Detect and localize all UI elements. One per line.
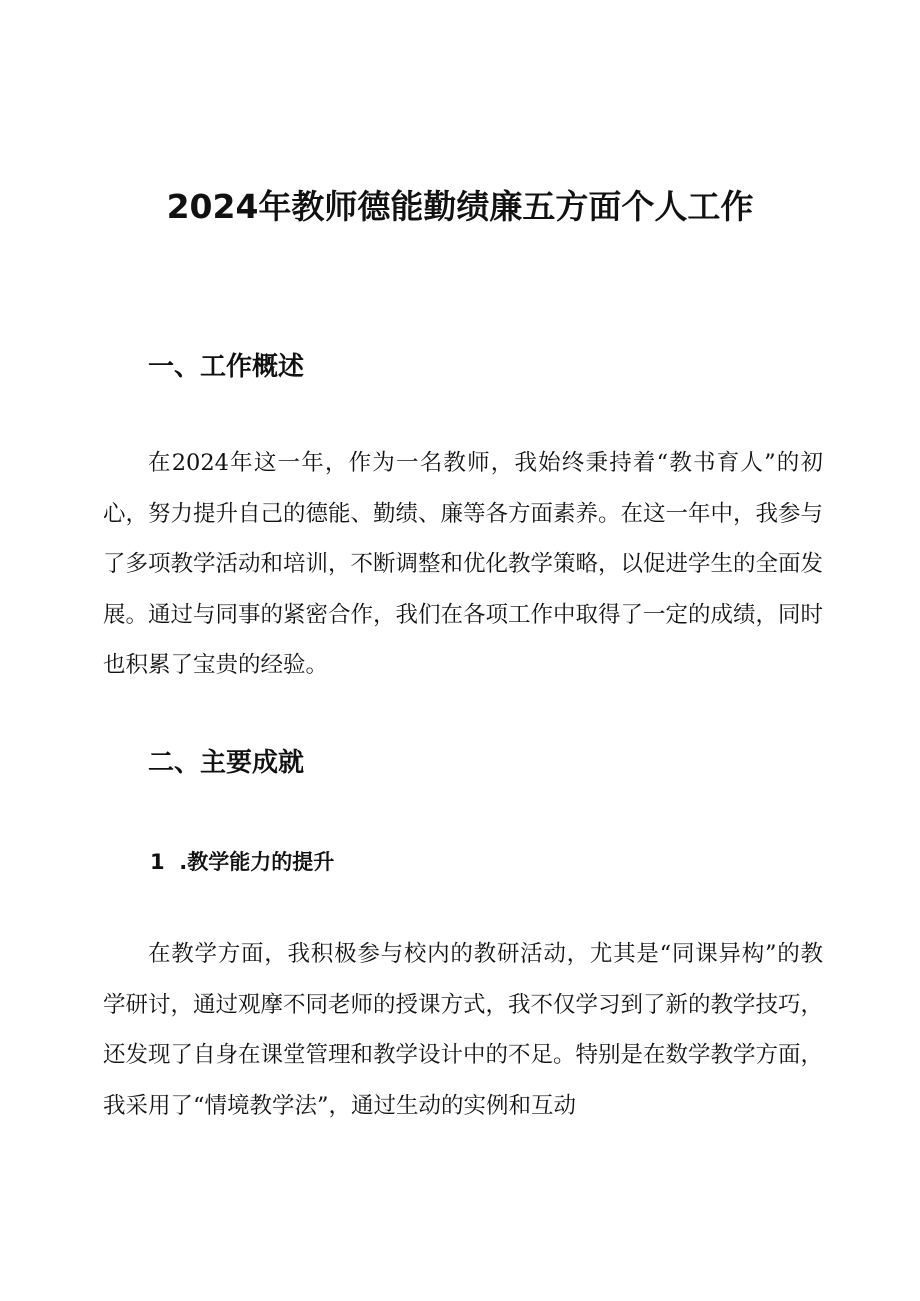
section-heading-overview: 一、工作概述 bbox=[148, 352, 305, 382]
subheading-teaching-ability: 1 .教学能力的提升 bbox=[150, 850, 335, 874]
document-title: 2024年教师德能勤绩廉五方面个人工作 bbox=[166, 187, 754, 226]
section-heading-achievements: 二、主要成就 bbox=[148, 748, 305, 778]
teaching-ability-paragraph: 在教学方面，我积极参与校内的教研活动，尤其是“同课异构”的教学研讨，通过观摩不同老师的授课方式，我不仅学习到了新的教学技巧，还发现了自身在课堂管理和教学设计中的不足。特别是在数学教学方面，我采用了“情境教学法”，通过生动的实例和互动 bbox=[103, 941, 824, 1119]
overview-paragraph: 在2024年这一年，作为一名教师，我始终秉持着“教书育人”的初心，努力提升自己的德能、勤绩、廉等各方面素养。在这一年中，我参与了多项教学活动和培训，不断调整和优化教学策略，以促进学生的全面发展。通过与同事的紧密合作，我们在各项工作中取得了一定的成绩，同时也积累了宝贵的经验。 bbox=[103, 450, 824, 678]
